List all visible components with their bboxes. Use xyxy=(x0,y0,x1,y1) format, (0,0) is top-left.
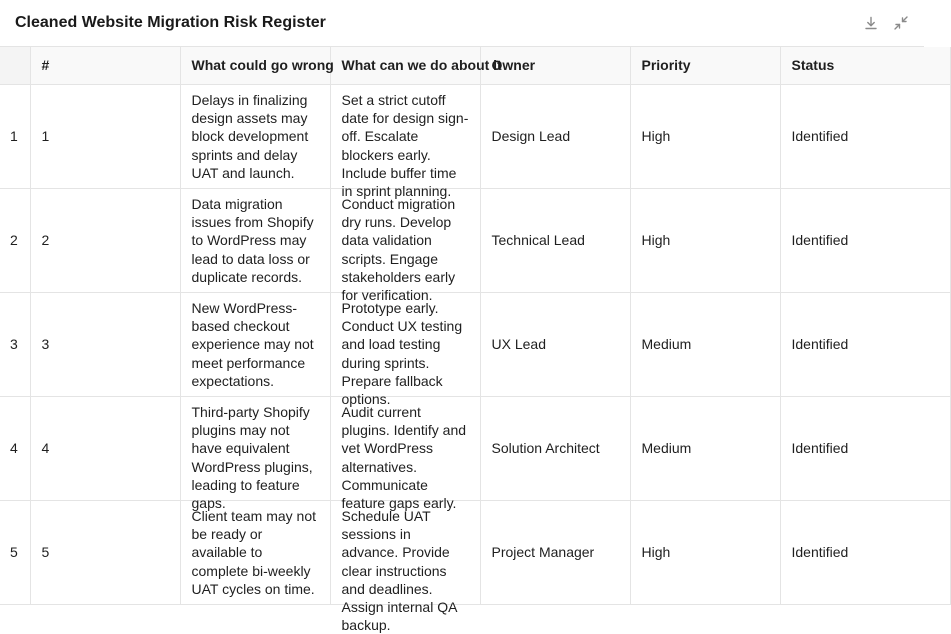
collapse-icon[interactable] xyxy=(892,14,910,32)
row-index: 4 xyxy=(0,396,30,500)
row-index: 2 xyxy=(0,188,30,292)
header-row xyxy=(0,47,950,84)
risk-description-cell[interactable] xyxy=(180,84,330,188)
risk-description-text: Data migration issues from Shopify to WordPress may lead to data loss or duplicate records. xyxy=(191,196,314,285)
risk-table xyxy=(0,47,951,634)
status-cell[interactable]: Identified xyxy=(780,500,950,604)
risk-description-text: Delays in finalizing design assets may block development sprints and delay UAT and launch. xyxy=(191,92,309,181)
row-index: 5 xyxy=(0,500,30,604)
column-header-risk[interactable]: What could go wrong xyxy=(180,47,330,84)
row-index: 3 xyxy=(0,292,30,396)
owner-cell[interactable]: Technical Lead xyxy=(480,188,630,292)
status-cell[interactable]: Identified xyxy=(780,396,950,500)
column-header-priority[interactable]: Priority xyxy=(630,47,780,84)
risk-description-cell[interactable] xyxy=(180,396,330,512)
mitigation-cell[interactable] xyxy=(330,292,480,408)
mitigation-cell[interactable] xyxy=(330,396,480,512)
risk-number-cell[interactable]: 1 xyxy=(30,84,180,188)
status-cell[interactable]: Identified xyxy=(780,188,950,292)
row-index: 1 xyxy=(0,84,30,188)
risk-description-cell[interactable] xyxy=(180,500,330,604)
priority-cell[interactable]: High xyxy=(630,500,780,604)
priority-cell[interactable]: Medium xyxy=(630,292,780,396)
risk-description-text: New WordPress-based checkout experience may not meet performance expectations. xyxy=(191,300,314,389)
page-title: Cleaned Website Migration Risk Register xyxy=(15,14,326,31)
mitigation-text: Set a strict cutoff date for design sign-off. Escalate blockers early. Include buffer time in sprint planning. xyxy=(341,92,469,200)
mitigation-cell[interactable] xyxy=(330,188,480,304)
risk-number-cell[interactable]: 2 xyxy=(30,188,180,292)
priority-cell[interactable]: High xyxy=(630,84,780,188)
mitigation-text: Prototype early. Conduct UX testing and load testing during sprints. Prepare fallback options. xyxy=(341,300,463,408)
table-row[interactable] xyxy=(0,292,950,396)
owner-cell[interactable]: Project Manager xyxy=(480,500,630,604)
risk-description-cell[interactable] xyxy=(180,292,330,396)
table-row[interactable] xyxy=(0,188,950,292)
risk-description-cell[interactable] xyxy=(180,188,330,292)
risk-number-cell[interactable]: 3 xyxy=(30,292,180,396)
risk-description-text: Third-party Shopify plugins may not have equivalent WordPress plugins, leading to feature gaps. xyxy=(191,404,313,512)
table-row[interactable] xyxy=(0,500,950,604)
priority-cell[interactable]: High xyxy=(630,188,780,292)
owner-cell[interactable]: Solution Architect xyxy=(480,396,630,500)
priority-cell[interactable]: Medium xyxy=(630,396,780,500)
table-row[interactable] xyxy=(0,396,950,500)
mitigation-text: Schedule UAT sessions in advance. Provide clear instructions and deadlines. Assign internal QA backup. xyxy=(341,508,457,634)
table-row[interactable] xyxy=(0,84,950,188)
mitigation-text: Conduct migration dry runs. Develop data validation scripts. Engage stakeholders early for verification. xyxy=(341,196,456,304)
column-header-status[interactable]: Status xyxy=(780,47,950,84)
column-header-index[interactable] xyxy=(0,47,30,84)
risk-number-cell[interactable]: 5 xyxy=(30,500,180,604)
status-cell[interactable]: Identified xyxy=(780,84,950,188)
download-icon[interactable] xyxy=(862,14,880,32)
column-header-number[interactable]: # xyxy=(30,47,180,84)
risk-table-container[interactable] xyxy=(0,46,924,634)
mitigation-cell[interactable] xyxy=(330,500,480,634)
owner-cell[interactable]: UX Lead xyxy=(480,292,630,396)
column-header-owner[interactable]: Owner xyxy=(480,47,630,84)
risk-number-cell[interactable]: 4 xyxy=(30,396,180,500)
title-actions xyxy=(862,14,910,32)
mitigation-text: Audit current plugins. Identify and vet WordPress alternatives. Communicate feature gaps early. xyxy=(341,404,467,512)
column-header-mitigation[interactable]: What can we do about it xyxy=(330,47,480,84)
owner-cell[interactable]: Design Lead xyxy=(480,84,630,188)
mitigation-cell[interactable] xyxy=(330,84,480,200)
title-bar xyxy=(0,0,924,46)
risk-description-text: Client team may not be ready or available to complete bi-weekly UAT cycles on time. xyxy=(191,508,316,597)
status-cell[interactable]: Identified xyxy=(780,292,950,396)
